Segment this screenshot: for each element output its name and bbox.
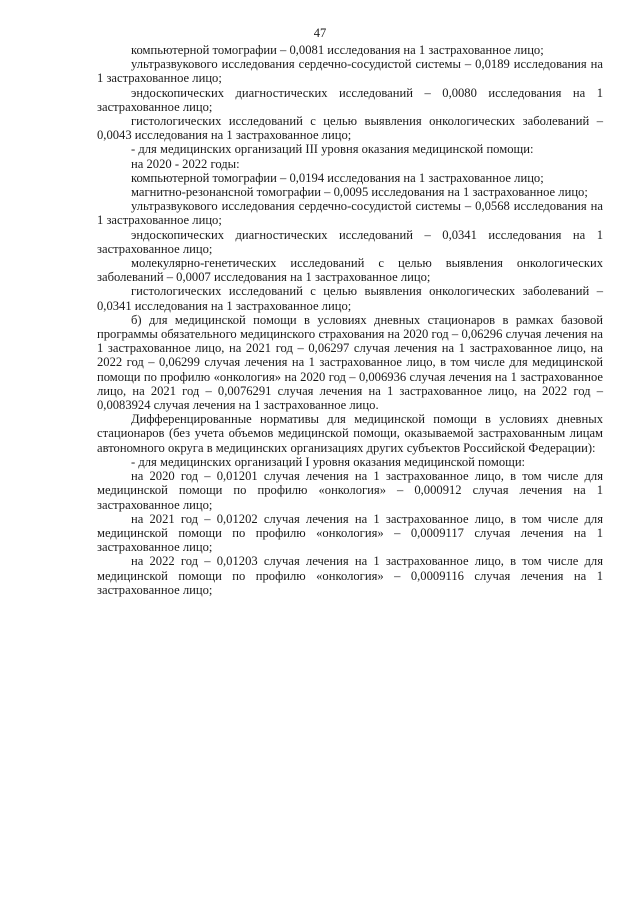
paragraph-mri-level3: магнитно-резонансной томографии – 0,0095 исследования на 1 застрахованное лицо; — [131, 185, 588, 200]
paragraph-differentiated-norms: Дифференцированные нормативы для медицинской помощи в условиях дневных стационаров (без учета объемов медицинской помощи, оказываемой застрахованным лицам автономного округа в медицинских организациях других субъектов Российской Федерации): — [97, 412, 603, 455]
paragraph-year-2020: на 2020 год – 0,01201 случая лечения на 1 застрахованное лицо, в том числе для медицинской помощи по профилю «онкология» – 0,000912 случая лечения на 1 застрахованное лицо; — [97, 469, 603, 512]
paragraph-year-2021: на 2021 год – 0,01202 случая лечения на 1 застрахованное лицо, в том числе для медицинской помощи по профилю «онкология» – 0,0009117 случая лечения на 1 застрахованное лицо; — [97, 511, 603, 555]
paragraph-year-2022: на 2022 год – 0,01203 случая лечения на 1 застрахованное лицо, в том числе для медицинской помощи по профилю «онкология» – 0,0009116 случая лечения на 1 застрахованное лицо; — [97, 554, 603, 597]
paragraph-endoscopy-level3: эндоскопических диагностических исследований – 0,0341 исследования на 1 застрахованное лицо; — [97, 227, 603, 256]
paragraph-endoscopy-level2: эндоскопических диагностических исследований – 0,0080 исследования на 1 застрахованное лицо; — [97, 85, 603, 114]
paragraph-histology-level2: гистологических исследований с целью выявления онкологических заболеваний – 0,0043 исследования на 1 застрахованное лицо; — [97, 114, 603, 143]
paragraph-level3-heading: - для медицинских организаций III уровня оказания медицинской помощи: — [131, 142, 534, 157]
paragraph-ct-level3: компьютерной томографии – 0,0194 исследования на 1 застрахованное лицо; — [131, 170, 544, 185]
paragraph-histology-level3: гистологических исследований с целью выявления онкологических заболеваний – 0,0341 исследования на 1 застрахованное лицо; — [97, 284, 603, 313]
document-body — [97, 43, 603, 597]
paragraph-ultrasound-level2: ультразвукового исследования сердечно-сосудистой системы – 0,0189 исследования на 1 застрахованное лицо; — [97, 57, 603, 86]
paragraph-molecular-level3: молекулярно-генетических исследований с целью выявления онкологических заболеваний – 0,0007 исследования на 1 застрахованное лицо; — [97, 256, 603, 285]
paragraph-level1-heading: - для медицинских организаций I уровня оказания медицинской помощи: — [131, 454, 526, 469]
paragraph-ct-level2: компьютерной томографии – 0,0081 исследования на 1 застрахованное лицо; — [131, 43, 544, 57]
page-number: 47 — [313, 26, 327, 40]
paragraph-years-heading: на 2020 - 2022 годы: — [131, 156, 240, 171]
paragraph-ultrasound-level3: ультразвукового исследования сердечно-сосудистой системы – 0,0568 исследования на 1 застрахованное лицо; — [97, 199, 603, 228]
paragraph-day-hospital-norms: б) для медицинской помощи в условиях дневных стационаров в рамках базовой программы обязательного медицинского страхования на 2020 год – 0,06296 случая лечения на 1 застрахованное лицо, на 2021 год – 0,06297 случая лечения на 1 застрахованное лицо, на 2022 год – 0,06299 случая лечения на 1 застрахованное лицо, в том числе для медицинской помощи по профилю «онкология» на 2020 год – 0,006936 случая лечения на 1 застрахованное лицо, на 2021 год – 0,0076291 случая лечения на 1 застрахованное лицо, на 2022 год – 0,0083924 случая лечения на 1 застрахованное лицо. — [97, 312, 603, 413]
